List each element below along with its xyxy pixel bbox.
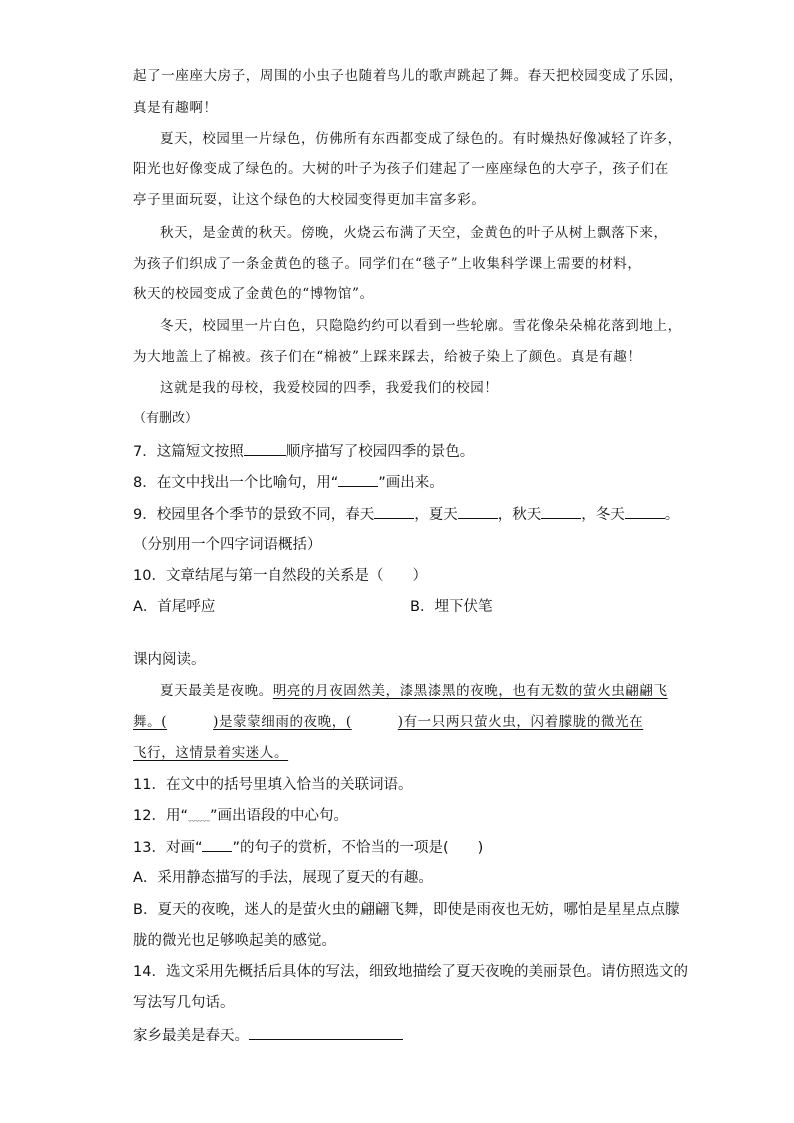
question-9-note: （分别用一个四字词语概括） [133,537,322,553]
source-note: （有删改） [133,411,199,426]
question-13: 13．对画“ ”的句子的赏析，不恰当的一项是( ) [133,837,483,858]
passage-line: 舞。( )是蒙蒙细雨的夜晚，( )有一只两只萤火虫，闪着朦胧的微光在 [133,714,644,730]
option-a[interactable]: A．首尾呼应 [133,599,216,615]
question-7: 7．这篇短文按照 顺序描写了校园四季的景色。 [133,441,474,462]
option-b-continued: 胧的微光也足够唤起美的感觉。 [133,933,336,949]
answer-blank[interactable] [541,504,581,519]
question-14: 14．选文采用先概括后具体的写法，细致地描绘了夏天夜晚的美丽景色。请仿照选文的 [133,964,688,980]
section-heading: 课内阅读。 [133,652,206,668]
option-b[interactable]: B．夏天的夜晚，迷人的是萤火虫的翩翩飞舞，即使是雨夜也无妨，哪怕是星星点点朦 [133,902,680,918]
passage-line: 为大地盖上了棉被。孩子们在“棉被”上踩来踩去，给被子染上了颜色。真是有趣！ [133,349,642,365]
passage-line: 真是有趣啊！ [133,100,218,116]
passage-line: 为孩子们织成了一条金黄色的毯子。同学们在“毯子”上收集科学课上需要的材料， [133,256,642,272]
passage-line: 亭子里面玩耍，让这个绿色的大校园变得更加丰富多彩。 [133,192,486,208]
passage-line: 秋天的校园变成了金黄色的“博物馆”。 [133,286,374,302]
passage-line: 阳光也好像变成了绿色的。大树的叶子为孩子们建起了一座座绿色的大亭子，孩子们在 [133,161,669,177]
underline-marker [202,837,232,852]
passage-line: 起了一座座大房子，周围的小虫子也随着鸟儿的歌声跳起了舞。春天把校园变成了乐园， [133,68,683,84]
answer-blank[interactable] [625,504,665,519]
passage-line: 冬天，校园里一片白色，只隐隐约约可以看到一些轮廓。雪花像朵朵棉花落到地上， [160,318,682,334]
question-11: 11．在文中的括号里填入恰当的关联词语。 [133,777,413,793]
answer-blank[interactable] [374,504,414,519]
passage-line: 这就是我的母校，我爱校园的四季，我爱我们的校园！ [160,380,499,396]
question-9: 9．校园里各个季节的景致不同，春天 ，夏天 ，秋天 ，冬天 。 [133,504,679,525]
passage-line: 飞行，这情景着实迷人。 [133,745,289,761]
question-14-prompt: 家乡最美是春天。 [133,1025,403,1046]
answer-blank[interactable] [458,504,498,519]
option-b[interactable]: B．埋下伏笔 [410,599,493,615]
passage-line: 夏天最美是夜晚。明亮的月夜固然美，漆黑漆黑的夜晚，也有无数的萤火虫翩翩飞 [160,683,668,699]
question-14-continued: 写法写几句话。 [133,995,235,1011]
wavy-line-marker: ﹏﹏ [187,810,210,823]
question-8: 8．在文中找出一个比喻句，用“ ”画出来。 [133,472,444,493]
underline-marker [338,472,378,487]
passage-line: 秋天，是金黄的秋天。傍晚，火烧云布满了天空，金黄色的叶子从树上飘落下来， [160,225,668,241]
writing-blank[interactable] [249,1025,403,1040]
passage-line: 夏天，校园里一片绿色，仿佛所有东西都变成了绿色的。有时燥热好像减轻了许多， [160,131,682,147]
answer-blank[interactable] [244,441,286,456]
question-10: 10．文章结尾与第一自然段的关系是（ ） [133,568,427,584]
question-12: 12．用“﹏﹏”画出语段的中心句。 [133,808,348,824]
option-a[interactable]: A．采用静态描写的手法，展现了夏天的有趣。 [133,870,433,886]
